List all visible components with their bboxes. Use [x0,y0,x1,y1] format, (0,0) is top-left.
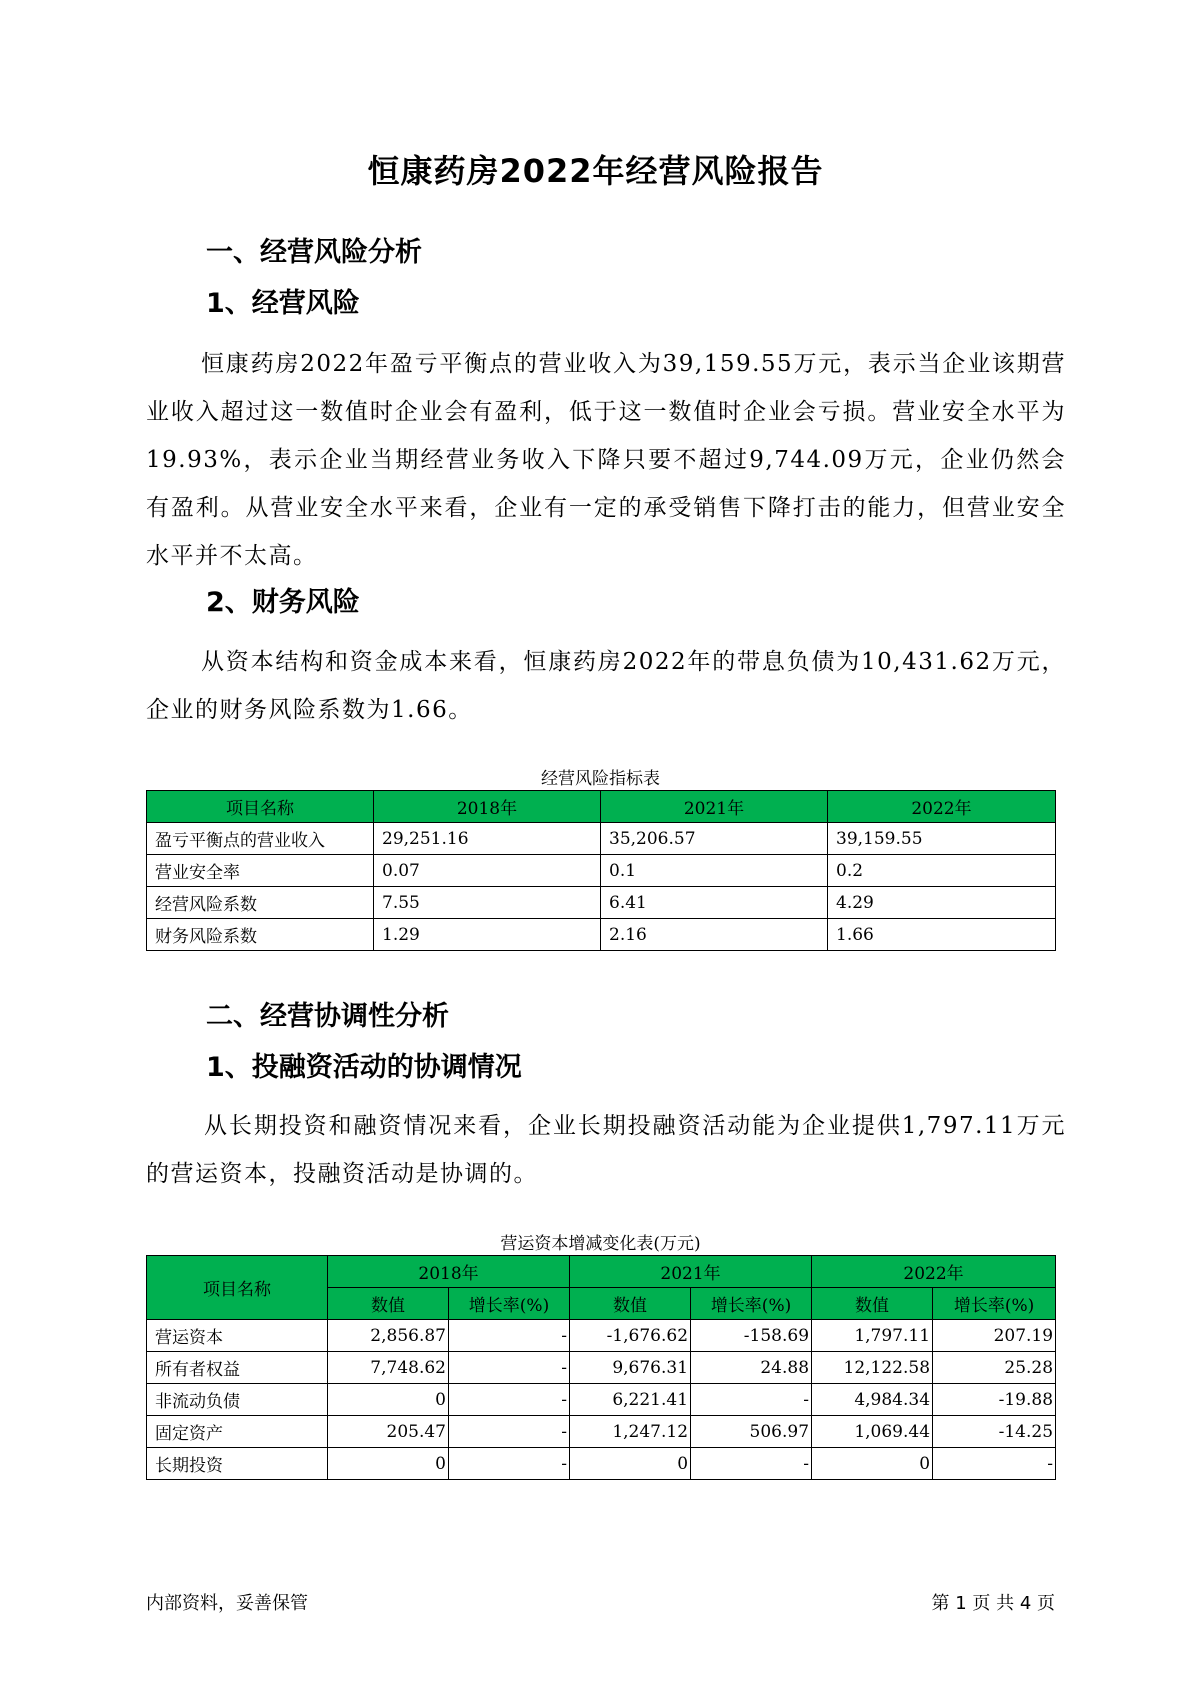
table-cell: - [933,1448,1056,1480]
table-cell: 24.88 [691,1352,812,1384]
table-cell: 0 [328,1448,449,1480]
table-cell: 1.29 [374,919,601,951]
paragraph-operating-risk: 恒康药房2022年盈亏平衡点的营业收入为39,159.55万元，表示当企业该期营业收入超过这一数值时企业会有盈利，低于这一数值时企业会亏损。营业安全水平为19.93%，表示企业当期经营业务收入下降只要不超过9,744.09万元，企业仍然会有盈利。从营业安全水平来看，企业有一定的承受销售下降打击的能力，但营业安全水平并不太高。 [146,351,1066,569]
subheader-cell: 数值 [328,1288,449,1320]
row-label: 所有者权益 [147,1352,328,1384]
subheader-cell: 数值 [812,1288,933,1320]
paragraph-financial-risk: 从资本结构和资金成本来看，恒康药房2022年的带息负债为10,431.62万元，企业的财务风险系数为1.66。 [146,649,1066,723]
header-cell: 2022年 [828,791,1056,823]
subheading-financial-risk: 2、财务风险 [206,587,360,618]
table-cell: 0.2 [828,855,1056,887]
header-cell: 2018年 [374,791,601,823]
paragraph-investment-financing: 从长期投资和融资情况来看，企业长期投融资活动能为企业提供1,797.11万元的营运资本，投融资活动是协调的。 [146,1113,1066,1187]
header-cell: 2021年 [601,791,828,823]
footer-confidential-note: 内部资料，妥善保管 [146,1593,308,1614]
table-cell: -19.88 [933,1384,1056,1416]
table-row [147,1352,1056,1384]
risk-indicator-table [146,790,1056,951]
table-cell: - [691,1384,812,1416]
table-cell: -158.69 [691,1320,812,1352]
row-label: 固定资产 [147,1416,328,1448]
table-header-row [147,1256,1056,1288]
table-cell: - [449,1384,570,1416]
table-cell: 0.1 [601,855,828,887]
table-row [147,919,1056,951]
table-row [147,823,1056,855]
table-row [147,1320,1056,1352]
table-row [147,855,1056,887]
table-cell: 7.55 [374,887,601,919]
table-cell: 12,122.58 [812,1352,933,1384]
table-row [147,1384,1056,1416]
table-cell: 2.16 [601,919,828,951]
table-cell: 207.19 [933,1320,1056,1352]
page-title: 恒康药房2022年经营风险报告 [367,152,824,190]
section-heading-coordination: 二、经营协调性分析 [206,1001,449,1032]
table-cell: 1,069.44 [812,1416,933,1448]
table-cell: - [449,1320,570,1352]
subheader-cell: 增长率(%) [449,1288,570,1320]
page-number: 第 1 页 共 4 页 [931,1593,1055,1614]
row-label: 长期投资 [147,1448,328,1480]
table-cell: - [449,1416,570,1448]
table-cell: 7,748.62 [328,1352,449,1384]
table-cell: 1,797.11 [812,1320,933,1352]
row-label: 非流动负债 [147,1384,328,1416]
table-cell: 6.41 [601,887,828,919]
table-cell: -14.25 [933,1416,1056,1448]
working-capital-table [146,1255,1056,1480]
table-cell: 0.07 [374,855,601,887]
header-cell: 项目名称 [147,791,374,823]
table-row [147,1416,1056,1448]
table-cell: 25.28 [933,1352,1056,1384]
table-cell: - [449,1448,570,1480]
year-header: 2018年 [328,1256,570,1288]
table-cell: 0 [812,1448,933,1480]
row-label: 盈亏平衡点的营业收入 [147,823,374,855]
year-header: 2022年 [812,1256,1056,1288]
row-label: 财务风险系数 [147,919,374,951]
row-label: 营运资本 [147,1320,328,1352]
table-cell: 1.66 [828,919,1056,951]
subheader-cell: 增长率(%) [933,1288,1056,1320]
table-cell: 4,984.34 [812,1384,933,1416]
table-cell: 9,676.31 [570,1352,691,1384]
table-cell: 506.97 [691,1416,812,1448]
table-caption-working-capital: 营运资本增减变化表(万元) [500,1234,701,1254]
row-label: 经营风险系数 [147,887,374,919]
year-header: 2021年 [570,1256,812,1288]
table-cell: 4.29 [828,887,1056,919]
subheading-investment-financing: 1、投融资活动的协调情况 [206,1052,522,1083]
table-cell: - [691,1448,812,1480]
subheading-operating-risk: 1、经营风险 [206,288,360,319]
table-header-row [147,791,1056,823]
table-row [147,887,1056,919]
table-cell: 1,247.12 [570,1416,691,1448]
table-cell: 205.47 [328,1416,449,1448]
table-cell: 6,221.41 [570,1384,691,1416]
table-cell: 29,251.16 [374,823,601,855]
table-cell: 35,206.57 [601,823,828,855]
table-cell: - [449,1352,570,1384]
table-row [147,1448,1056,1480]
table-caption-risk: 经营风险指标表 [541,769,660,789]
table-cell: 0 [570,1448,691,1480]
table-cell: -1,676.62 [570,1320,691,1352]
header-cell: 项目名称 [147,1256,328,1320]
subheader-cell: 数值 [570,1288,691,1320]
table-cell: 0 [328,1384,449,1416]
table-cell: 2,856.87 [328,1320,449,1352]
subheader-cell: 增长率(%) [691,1288,812,1320]
row-label: 营业安全率 [147,855,374,887]
table-cell: 39,159.55 [828,823,1056,855]
section-heading-risk: 一、经营风险分析 [206,237,422,268]
